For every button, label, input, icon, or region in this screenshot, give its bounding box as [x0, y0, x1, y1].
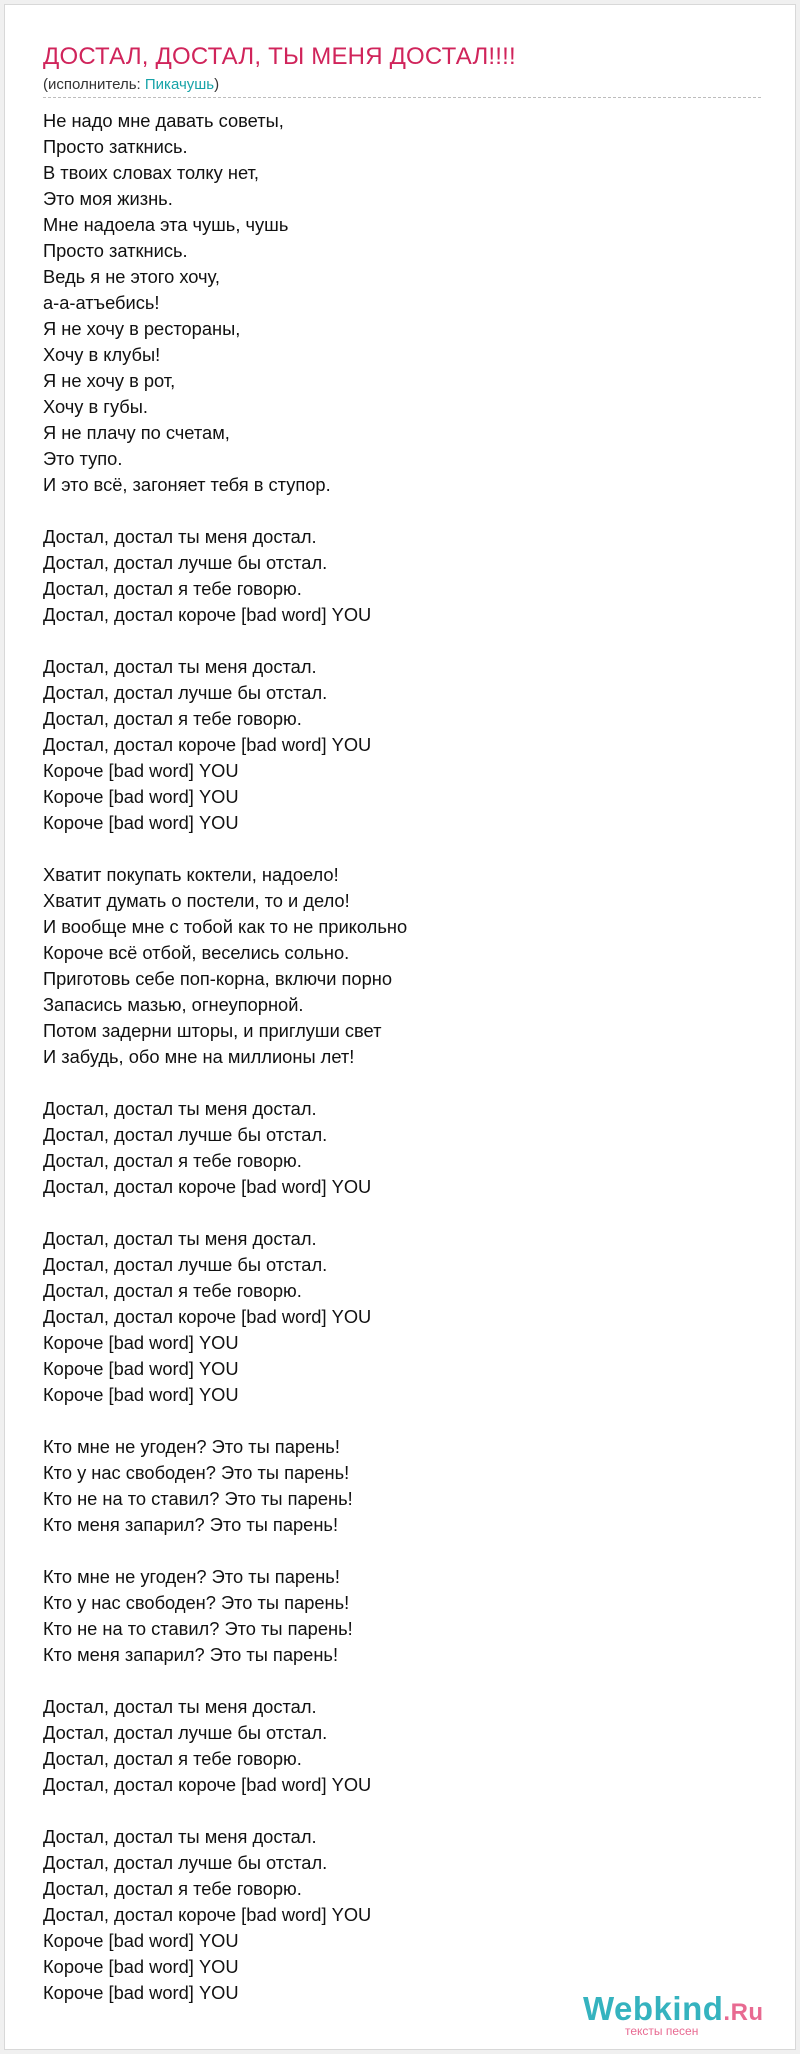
lyric-line: Достал, достал лучше бы отстал.: [43, 682, 328, 703]
lyric-line: Короче [bad word] YOU: [43, 1332, 239, 1353]
lyric-line: Кто у нас свободен? Это ты парень!: [43, 1592, 350, 1613]
lyric-line: Короче [bad word] YOU: [43, 760, 239, 781]
stanza-break: [43, 1798, 763, 1824]
lyric-line: Достал, достал короче [bad word] YOU: [43, 734, 372, 755]
lyric-line: Кто у нас свободен? Это ты парень!: [43, 1462, 350, 1483]
stanza-break: [43, 1070, 763, 1096]
lyric-line: Достал, достал короче [bad word] YOU: [43, 1774, 372, 1795]
lyric-line: Короче [bad word] YOU: [43, 1384, 239, 1405]
lyric-line: Достал, достал я тебе говорю.: [43, 1150, 302, 1171]
lyric-line: Короче [bad word] YOU: [43, 786, 239, 807]
lyric-line: Хочу в клубы!: [43, 344, 161, 365]
stanza-break: [43, 836, 763, 862]
lyric-line: Кто мне не угоден? Это ты парень!: [43, 1566, 340, 1587]
stanza-break: [43, 1538, 763, 1564]
lyric-line: Кто не на то ставил? Это ты парень!: [43, 1488, 353, 1509]
lyric-line: Достал, достал короче [bad word] YOU: [43, 1306, 372, 1327]
lyric-line: Достал, достал ты меня достал.: [43, 656, 317, 677]
lyric-line: Достал, достал ты меня достал.: [43, 1228, 317, 1249]
lyric-line: Потом задерни шторы, и приглуши свет: [43, 1020, 382, 1041]
lyric-line: а-а-атъебись!: [43, 292, 160, 313]
lyric-line: Короче [bad word] YOU: [43, 1358, 239, 1379]
lyric-line: Это моя жизнь.: [43, 188, 173, 209]
lyric-line: Достал, достал лучше бы отстал.: [43, 1124, 328, 1145]
lyric-line: Не надо мне давать советы,: [43, 110, 284, 131]
lyric-line: Короче всё отбой, веселись сольно.: [43, 942, 350, 963]
lyric-line: И вообще мне с тобой как то не прикольно: [43, 916, 408, 937]
lyric-line: Короче [bad word] YOU: [43, 1956, 239, 1977]
lyric-line: Достал, достал лучше бы отстал.: [43, 552, 328, 573]
lyric-line: Я не плачу по счетам,: [43, 422, 230, 443]
lyric-line: Я не хочу в рестораны,: [43, 318, 241, 339]
header-divider: [43, 97, 761, 98]
lyric-line: Это тупо.: [43, 448, 123, 469]
lyric-line: Достал, достал ты меня достал.: [43, 1696, 317, 1717]
lyric-line: Хочу в губы.: [43, 396, 148, 417]
lyric-line: Короче [bad word] YOU: [43, 1930, 239, 1951]
artist-link[interactable]: Пикачушь: [144, 76, 215, 93]
artist-line: [43, 76, 219, 93]
lyric-line: Просто заткнись.: [43, 136, 188, 157]
lyric-line: Кто меня запарил? Это ты парень!: [43, 1514, 339, 1535]
logo-tagline: тексты песен: [625, 2024, 699, 2038]
stanza-break: [43, 1200, 763, 1226]
lyric-line: Достал, достал ты меня достал.: [43, 526, 317, 547]
lyric-line: Достал, достал я тебе говорю.: [43, 1280, 302, 1301]
stanza-break: [43, 628, 763, 654]
lyric-line: Достал, достал я тебе говорю.: [43, 1748, 302, 1769]
lyric-line: И это всё, загоняет тебя в ступор.: [43, 474, 331, 495]
lyric-line: Достал, достал я тебе говорю.: [43, 708, 302, 729]
webkind-logo[interactable]: [583, 1990, 783, 2040]
lyric-line: Хватит покупать коктели, надоело!: [43, 864, 339, 885]
lyric-line: Ведь я не этого хочу,: [43, 266, 220, 287]
lyrics-text: [43, 108, 763, 2006]
stanza-break: [43, 1668, 763, 1694]
lyric-line: Достал, достал короче [bad word] YOU: [43, 604, 372, 625]
lyric-line: Кто не на то ставил? Это ты парень!: [43, 1618, 353, 1639]
lyric-line: Достал, достал короче [bad word] YOU: [43, 1176, 372, 1197]
lyric-line: Достал, достал лучше бы отстал.: [43, 1852, 328, 1873]
lyric-line: Кто меня запарил? Это ты парень!: [43, 1644, 339, 1665]
lyric-line: Мне надоела эта чушь, чушь: [43, 214, 289, 235]
lyric-line: Достал, достал ты меня достал.: [43, 1098, 317, 1119]
lyric-line: Приготовь себе поп-корна, включи порно: [43, 968, 393, 989]
lyric-line: Хватит думать о постели, то и дело!: [43, 890, 350, 911]
lyrics-card: [4, 4, 796, 2050]
lyric-line: И забудь, обо мне на миллионы лет!: [43, 1046, 355, 1067]
logo-wordmark: Webkind.Ru: [583, 1990, 764, 2027]
stanza-break: [43, 1408, 763, 1434]
stanza-break: [43, 498, 763, 524]
lyric-line: Я не хочу в рот,: [43, 370, 176, 391]
song-title: ДОСТАЛ, ДОСТАЛ, ТЫ МЕНЯ ДОСТАЛ!!!!: [43, 43, 516, 70]
artist-suffix: ): [214, 76, 220, 93]
lyric-line: В твоих словах толку нет,: [43, 162, 259, 183]
lyric-line: Достал, достал я тебе говорю.: [43, 578, 302, 599]
lyric-line: Достал, достал ты меня достал.: [43, 1826, 317, 1847]
lyric-line: Достал, достал лучше бы отстал.: [43, 1722, 328, 1743]
lyric-line: Просто заткнись.: [43, 240, 188, 261]
lyric-line: Кто мне не угоден? Это ты парень!: [43, 1436, 340, 1457]
lyric-line: Короче [bad word] YOU: [43, 812, 239, 833]
artist-prefix: (исполнитель:: [43, 76, 141, 93]
lyric-line: Достал, достал короче [bad word] YOU: [43, 1904, 372, 1925]
lyric-line: Достал, достал лучше бы отстал.: [43, 1254, 328, 1275]
lyric-line: Короче [bad word] YOU: [43, 1982, 239, 2003]
lyric-line: Достал, достал я тебе говорю.: [43, 1878, 302, 1899]
lyric-line: Запасись мазью, огнеупорной.: [43, 994, 304, 1015]
